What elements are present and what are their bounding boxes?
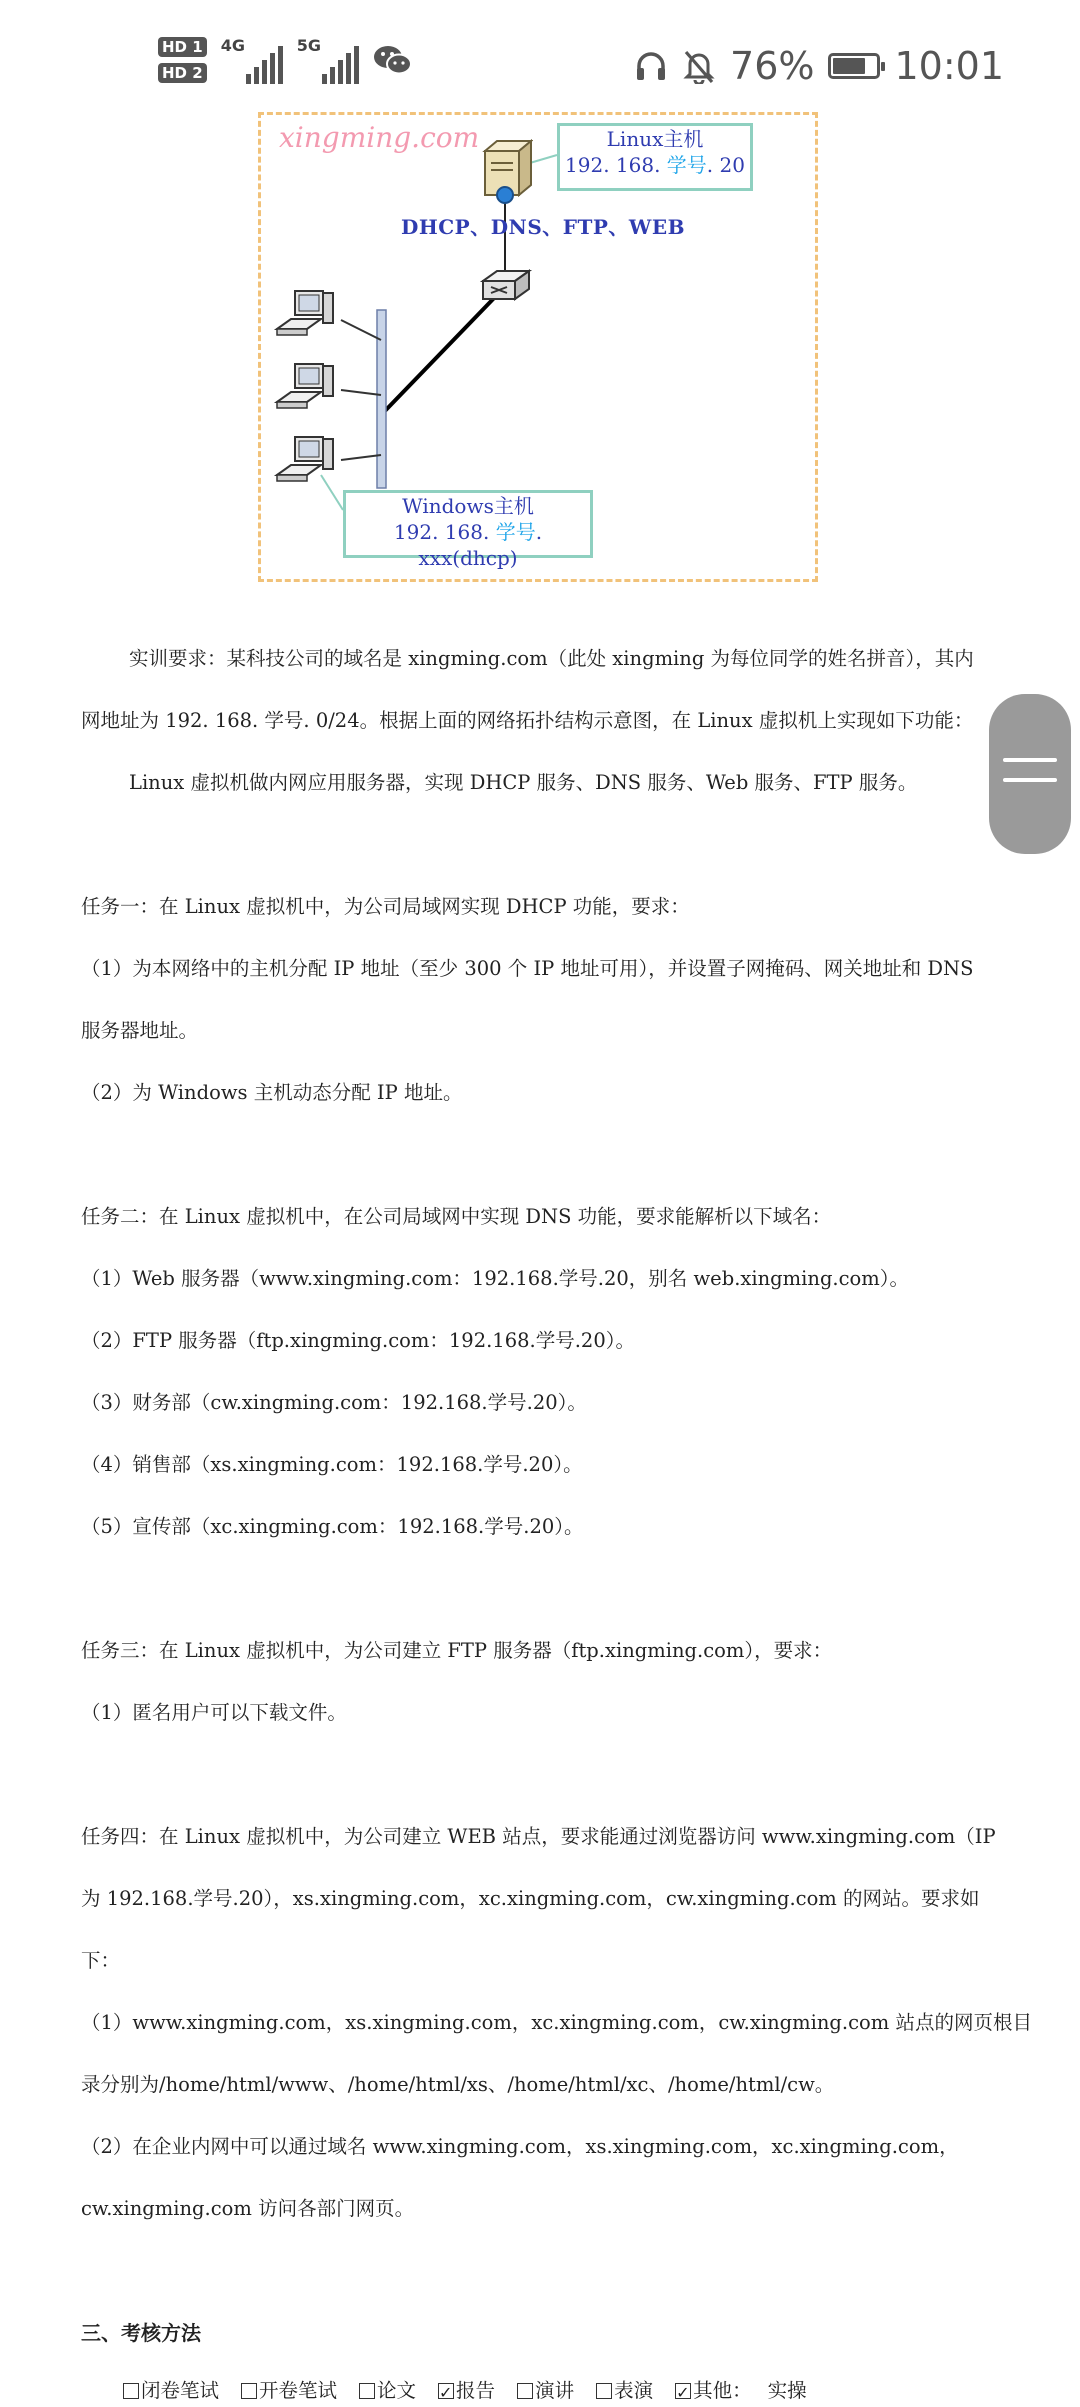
option-speech[interactable]: 演讲 (517, 2377, 574, 2405)
option-report[interactable]: ✓ 报告 (438, 2377, 495, 2405)
headphone-icon (634, 49, 668, 83)
option-checkbox[interactable] (241, 2383, 257, 2399)
task2-item2: （2）FTP 服务器（ftp.xingming.com：192.168.学号.20）。 (81, 1329, 635, 1352)
floating-menu-handle[interactable] (989, 694, 1071, 854)
status-right (634, 44, 1004, 88)
task1-item1b: 服务器地址。 (81, 1019, 199, 1042)
battery-icon (828, 53, 880, 79)
task2-item5: （5）宣传部（xc.xingming.com：192.168.学号.20）。 (81, 1515, 584, 1538)
option-performance[interactable]: 表演 (596, 2377, 653, 2405)
option-checkbox[interactable] (596, 2383, 612, 2399)
task1-item2: （2）为 Windows 主机动态分配 IP 地址。 (81, 1081, 463, 1104)
windows-pc-icon (273, 433, 343, 493)
assessment-options (81, 2377, 1003, 2405)
task2-title: 任务二：在 Linux 虚拟机中，在公司局域网中实现 DNS 功能，要求能解析以下域名： (81, 1205, 832, 1228)
mute-bell-icon (682, 48, 716, 84)
task3-title: 任务三：在 Linux 虚拟机中，为公司建立 FTP 服务器（ftp.xingming.com），要求： (81, 1639, 833, 1662)
option-checkbox[interactable] (517, 2383, 533, 2399)
linux-host-callout (557, 123, 753, 191)
option-checkbox[interactable] (359, 2383, 375, 2399)
handle-line-icon (1003, 778, 1057, 782)
network-switch-icon (479, 265, 533, 305)
task4-line2: 为 192.168.学号.20），xs.xingming.com，xc.xingming.com，cw.xingming.com 的网站。要求如 (81, 1887, 980, 1910)
signal-4g-icon: 4G (221, 36, 283, 84)
windows-host-title: Windows主机 (402, 494, 534, 518)
task2-item3: （3）财务部（cw.xingming.com：192.168.学号.20）。 (81, 1391, 587, 1414)
task2-item1: （1）Web 服务器（www.xingming.com：192.168.学号.20，别名 web.xingming.com）。 (81, 1267, 910, 1290)
task1-item1a: （1）为本网络中的主机分配 IP 地址（至少 300 个 IP 地址可用），并设置子网掩码、网关地址和 DNS (81, 957, 974, 980)
linux-host-title: Linux主机 (606, 127, 704, 151)
client-pc-icon (273, 360, 343, 420)
signal-5g-icon: 5G (297, 36, 359, 84)
handle-line-icon (1003, 758, 1057, 762)
option-checkbox[interactable] (123, 2383, 139, 2399)
windows-host-callout (343, 490, 593, 570)
hd-indicators (158, 37, 207, 83)
status-left (158, 36, 413, 84)
hd1-icon: HD 1 (158, 37, 207, 57)
task4-item1a: （1）www.xingming.com，xs.xingming.com，xc.xingming.com，cw.xingming.com 站点的网页根目 (81, 2011, 1032, 2034)
clock: 10:01 (894, 44, 1004, 88)
task2-item4: （4）销售部（xs.xingming.com：192.168.学号.20）。 (81, 1453, 583, 1476)
option-checkbox[interactable] (675, 2383, 691, 2399)
task4-item1b: 录分别为/home/html/www、/home/html/xs、/home/html/xc、/home/html/cw。 (81, 2073, 835, 2096)
option-closed-exam[interactable]: 闭卷笔试 (123, 2377, 219, 2405)
intro-line-2: 网地址为 192. 168. 学号. 0/24。根据上面的网络拓扑结构示意图，在 Linux 虚拟机上实现如下功能： (81, 709, 974, 732)
task4-item2b: cw.xingming.com 访问各部门网页。 (81, 2197, 415, 2220)
diagram-brand: xingming.com (279, 121, 480, 154)
wechat-icon (373, 43, 413, 77)
battery-fill (833, 58, 865, 74)
task4-title: 任务四：在 Linux 虚拟机中，为公司建立 WEB 站点，要求能通过浏览器访问 www.xingming.com（IP (81, 1825, 996, 1848)
battery-percent: 76% (730, 44, 815, 88)
option-other[interactable]: ✓ 其他： 实操 (675, 2377, 807, 2405)
task1-title: 任务一：在 Linux 虚拟机中，为公司局域网实现 DHCP 功能，要求： (81, 895, 690, 918)
linux-host-ip: 192. 168. 学号. 20 (565, 153, 745, 177)
intro-line-1: 实训要求：某科技公司的域名是 xingming.com（此处 xingming 为每位同学的姓名拼音），其内 (129, 647, 974, 670)
option-other-value: 实操 (767, 2379, 807, 2402)
services-label: DHCP、DNS、FTP、WEB (401, 215, 685, 239)
hd2-icon: HD 2 (158, 63, 207, 83)
option-checkbox[interactable] (438, 2383, 454, 2399)
status-bar (0, 0, 1080, 110)
task4-line3: 下： (81, 1949, 121, 1972)
option-paper[interactable]: 论文 (359, 2377, 416, 2405)
option-open-exam[interactable]: 开卷笔试 (241, 2377, 337, 2405)
intro-line-3: Linux 虚拟机做内网应用服务器，实现 DHCP 服务、DNS 服务、Web 服务、FTP 服务。 (129, 771, 918, 794)
windows-host-ip: 192. 168. 学号. xxx(dhcp) (393, 520, 543, 570)
task4-item2a: （2）在企业内网中可以通过域名 www.xingming.com，xs.xingming.com，xc.xingming.com， (81, 2135, 959, 2158)
task3-item1: （1）匿名用户可以下载文件。 (81, 1701, 347, 1724)
linux-server-icon (477, 137, 533, 207)
section3-heading: 三、考核方法 (81, 2321, 201, 2345)
network-topology-diagram (258, 112, 818, 582)
client-pc-icon (273, 287, 343, 347)
